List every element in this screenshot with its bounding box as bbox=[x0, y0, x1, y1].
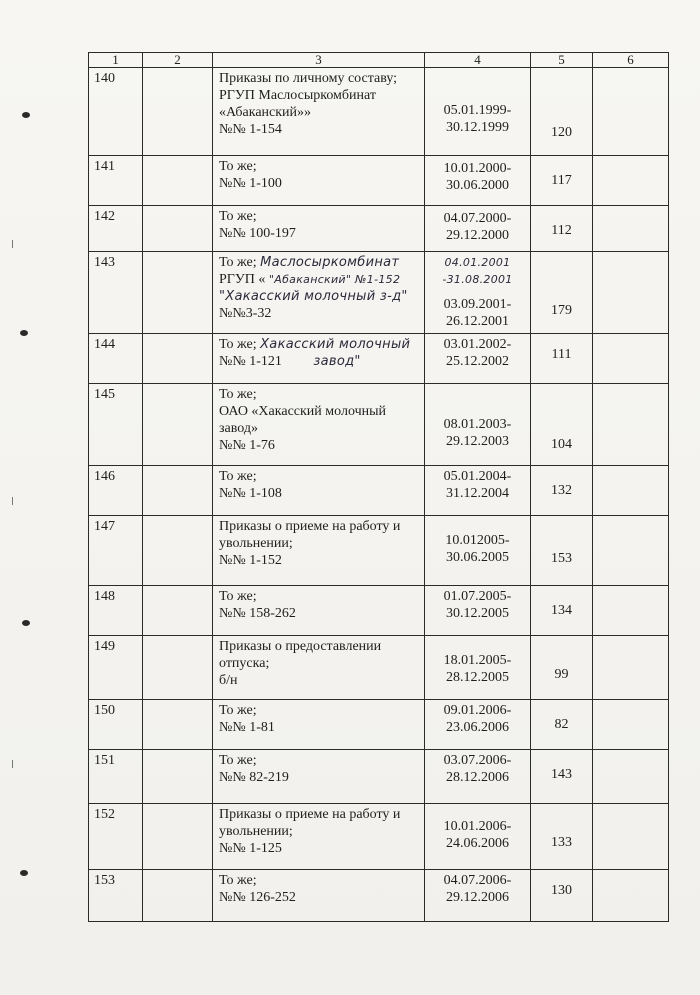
title-line: Приказы о приеме на работу и bbox=[219, 807, 401, 822]
table-row bbox=[89, 750, 669, 804]
title-line: №№ 82-219 bbox=[219, 770, 289, 785]
file-title bbox=[213, 516, 425, 586]
handwritten-annotation: Хакасский молочный bbox=[260, 337, 411, 352]
title-line: №№ 1-100 bbox=[219, 176, 282, 191]
sheet-count: 143 bbox=[531, 750, 593, 804]
date-range bbox=[425, 636, 531, 700]
title-line: РГУП Маслосыркомбинат bbox=[219, 88, 376, 103]
handwritten-date: -31.08.2001 bbox=[442, 273, 513, 286]
empty-cell bbox=[143, 636, 213, 700]
row-number: 152 bbox=[89, 804, 143, 870]
table-row bbox=[89, 516, 669, 586]
title-line: То же; bbox=[219, 387, 257, 402]
date-range bbox=[425, 586, 531, 636]
date-range bbox=[425, 466, 531, 516]
title-line: завод» bbox=[219, 421, 258, 436]
title-line: То же; bbox=[219, 589, 257, 604]
table-row bbox=[89, 156, 669, 206]
file-title bbox=[213, 466, 425, 516]
date-end: 23.06.2006 bbox=[446, 720, 509, 735]
sheet-count: 111 bbox=[531, 334, 593, 384]
header-col-6: 6 bbox=[593, 53, 669, 68]
title-line: №№3-32 bbox=[219, 306, 272, 321]
file-title bbox=[213, 384, 425, 466]
punch-hole-mark bbox=[22, 620, 30, 626]
table-row bbox=[89, 384, 669, 466]
row-number: 149 bbox=[89, 636, 143, 700]
table-row bbox=[89, 334, 669, 384]
file-title bbox=[213, 156, 425, 206]
sheet-count: 134 bbox=[531, 586, 593, 636]
file-title bbox=[213, 636, 425, 700]
table-row bbox=[89, 466, 669, 516]
title-line: «Абаканский»» bbox=[219, 105, 312, 120]
printed-text: То же; bbox=[219, 337, 257, 352]
title-line: Приказы о предоставлении bbox=[219, 639, 382, 654]
date-end: 30.06.2000 bbox=[446, 178, 509, 193]
empty-cell bbox=[143, 586, 213, 636]
sheet-count: 132 bbox=[531, 466, 593, 516]
date-start: 10.01.2006- bbox=[443, 819, 512, 834]
title-line: То же; bbox=[219, 703, 257, 718]
empty-cell bbox=[143, 700, 213, 750]
sheet-count: 99 bbox=[531, 636, 593, 700]
title-line: отпуска; bbox=[219, 656, 270, 671]
row-number: 142 bbox=[89, 206, 143, 252]
title-line: №№ 1-154 bbox=[219, 122, 282, 137]
row-number: 151 bbox=[89, 750, 143, 804]
row-number: 150 bbox=[89, 700, 143, 750]
table-row bbox=[89, 870, 669, 922]
title-line: №№ 1-125 bbox=[219, 841, 282, 856]
empty-cell bbox=[143, 334, 213, 384]
printed-text: №№ 1-121 bbox=[219, 354, 282, 369]
header-col-1: 1 bbox=[89, 53, 143, 68]
date-start: 04.07.2006- bbox=[443, 873, 512, 888]
title-line: №№ 1-81 bbox=[219, 720, 275, 735]
row-number: 147 bbox=[89, 516, 143, 586]
date-range bbox=[425, 206, 531, 252]
date-start: 03.09.2001- bbox=[443, 297, 512, 312]
date-end: 25.12.2002 bbox=[446, 354, 509, 369]
title-line: №№ 126-252 bbox=[219, 890, 296, 905]
date-start: 01.07.2005- bbox=[443, 589, 512, 604]
printed-text: То же; bbox=[219, 255, 257, 270]
row-number: 143 bbox=[89, 252, 143, 334]
file-title bbox=[213, 870, 425, 922]
sheet-count: 82 bbox=[531, 700, 593, 750]
date-start: 03.07.2006- bbox=[443, 753, 512, 768]
sheet-count: 179 bbox=[531, 252, 593, 334]
date-range bbox=[425, 384, 531, 466]
title-line: То же; bbox=[219, 469, 257, 484]
title-line: №№ 158-262 bbox=[219, 606, 296, 621]
title-line: Приказы по личному составу; bbox=[219, 71, 398, 86]
date-start: 09.01.2006- bbox=[443, 703, 512, 718]
date-range bbox=[425, 334, 531, 384]
handwritten-date: 04.01.2001 bbox=[444, 256, 511, 269]
title-line bbox=[219, 271, 420, 288]
empty-cell bbox=[143, 156, 213, 206]
empty-cell bbox=[593, 68, 669, 156]
date-range bbox=[425, 252, 531, 334]
row-number: 144 bbox=[89, 334, 143, 384]
empty-cell bbox=[143, 804, 213, 870]
empty-cell bbox=[143, 466, 213, 516]
title-line bbox=[219, 336, 420, 353]
header-col-3: 3 bbox=[213, 53, 425, 68]
file-title bbox=[213, 334, 425, 384]
table-row bbox=[89, 206, 669, 252]
handwritten-annotation: "Хакасский молочный з-д" bbox=[219, 289, 408, 304]
row-number: 153 bbox=[89, 870, 143, 922]
date-range bbox=[425, 700, 531, 750]
table-row bbox=[89, 252, 669, 334]
row-number: 140 bbox=[89, 68, 143, 156]
row-number: 148 bbox=[89, 586, 143, 636]
empty-cell bbox=[593, 466, 669, 516]
empty-cell bbox=[143, 870, 213, 922]
date-start: 05.01.1999- bbox=[443, 103, 512, 118]
table-row bbox=[89, 636, 669, 700]
scan-speck bbox=[12, 497, 13, 505]
date-end: 29.12.2000 bbox=[446, 228, 509, 243]
empty-cell bbox=[143, 68, 213, 156]
empty-cell bbox=[143, 252, 213, 334]
table-row bbox=[89, 700, 669, 750]
date-end: 30.06.2005 bbox=[446, 550, 509, 565]
title-line bbox=[219, 353, 420, 370]
file-title bbox=[213, 68, 425, 156]
title-line: Приказы о приеме на работу и bbox=[219, 519, 401, 534]
header-col-5: 5 bbox=[531, 53, 593, 68]
sheet-count: 104 bbox=[531, 384, 593, 466]
sheet-count: 153 bbox=[531, 516, 593, 586]
punch-hole-mark bbox=[22, 112, 30, 118]
empty-cell bbox=[593, 516, 669, 586]
date-end: 26.12.2001 bbox=[446, 314, 509, 329]
date-start: 08.01.2003- bbox=[443, 417, 512, 432]
title-line: б/н bbox=[219, 673, 238, 688]
handwritten-annotation: "Абаканский" №1-152 bbox=[268, 273, 401, 286]
title-line: №№ 1-76 bbox=[219, 438, 275, 453]
scan-speck bbox=[12, 240, 13, 248]
handwritten-annotation: завод" bbox=[313, 354, 361, 369]
date-range bbox=[425, 804, 531, 870]
date-start: 10.01.2000- bbox=[443, 161, 512, 176]
title-line: увольнении; bbox=[219, 824, 293, 839]
title-line: То же; bbox=[219, 159, 257, 174]
empty-cell bbox=[593, 636, 669, 700]
sheet-count: 120 bbox=[531, 68, 593, 156]
date-start: 05.01.2004- bbox=[443, 469, 512, 484]
date-end: 31.12.2004 bbox=[446, 486, 509, 501]
file-title bbox=[213, 700, 425, 750]
title-line: То же; bbox=[219, 873, 257, 888]
file-title bbox=[213, 804, 425, 870]
title-line: То же; bbox=[219, 209, 257, 224]
header-col-4: 4 bbox=[425, 53, 531, 68]
empty-cell bbox=[143, 384, 213, 466]
title-line: увольнении; bbox=[219, 536, 293, 551]
sheet-count: 117 bbox=[531, 156, 593, 206]
empty-cell bbox=[593, 206, 669, 252]
row-number: 145 bbox=[89, 384, 143, 466]
table-row bbox=[89, 68, 669, 156]
file-title bbox=[213, 750, 425, 804]
empty-cell bbox=[593, 384, 669, 466]
file-title bbox=[213, 206, 425, 252]
date-range bbox=[425, 68, 531, 156]
table-row bbox=[89, 804, 669, 870]
date-end: 29.12.2006 bbox=[446, 890, 509, 905]
date-end: 29.12.2003 bbox=[446, 434, 509, 449]
title-line: №№ 1-108 bbox=[219, 486, 282, 501]
date-range bbox=[425, 750, 531, 804]
date-end: 30.12.1999 bbox=[446, 120, 509, 135]
table-row bbox=[89, 586, 669, 636]
date-range bbox=[425, 516, 531, 586]
archive-inventory-table bbox=[88, 52, 669, 922]
empty-cell bbox=[593, 334, 669, 384]
empty-cell bbox=[593, 586, 669, 636]
file-title bbox=[213, 252, 425, 334]
date-end: 30.12.2005 bbox=[446, 606, 509, 621]
empty-cell bbox=[143, 750, 213, 804]
file-title bbox=[213, 586, 425, 636]
scan-speck bbox=[12, 760, 13, 768]
punch-hole-mark bbox=[20, 870, 28, 876]
date-range bbox=[425, 156, 531, 206]
empty-cell bbox=[593, 870, 669, 922]
sheet-count: 133 bbox=[531, 804, 593, 870]
handwritten-annotation: Маслосыркомбинат bbox=[260, 255, 400, 270]
title-line: №№ 100-197 bbox=[219, 226, 296, 241]
empty-cell bbox=[593, 700, 669, 750]
title-line: №№ 1-152 bbox=[219, 553, 282, 568]
empty-cell bbox=[593, 252, 669, 334]
date-start: 04.07.2000- bbox=[443, 211, 512, 226]
empty-cell bbox=[143, 206, 213, 252]
title-line bbox=[219, 254, 420, 271]
empty-cell bbox=[593, 156, 669, 206]
date-start: 18.01.2005- bbox=[443, 653, 512, 668]
sheet-count: 112 bbox=[531, 206, 593, 252]
punch-hole-mark bbox=[20, 330, 28, 336]
empty-cell bbox=[593, 804, 669, 870]
row-number: 146 bbox=[89, 466, 143, 516]
printed-text: РГУП « bbox=[219, 272, 266, 287]
sheet-count: 130 bbox=[531, 870, 593, 922]
date-end: 28.12.2005 bbox=[446, 670, 509, 685]
title-line: То же; bbox=[219, 753, 257, 768]
title-line: ОАО «Хакасский молочный bbox=[219, 404, 387, 419]
date-end: 24.06.2006 bbox=[446, 836, 509, 851]
column-numbers-header bbox=[89, 53, 669, 68]
date-start: 10.012005- bbox=[445, 533, 510, 548]
header-col-2: 2 bbox=[143, 53, 213, 68]
row-number: 141 bbox=[89, 156, 143, 206]
date-range bbox=[425, 870, 531, 922]
date-start: 03.01.2002- bbox=[443, 337, 512, 352]
date-end: 28.12.2006 bbox=[446, 770, 509, 785]
empty-cell bbox=[143, 516, 213, 586]
empty-cell bbox=[593, 750, 669, 804]
